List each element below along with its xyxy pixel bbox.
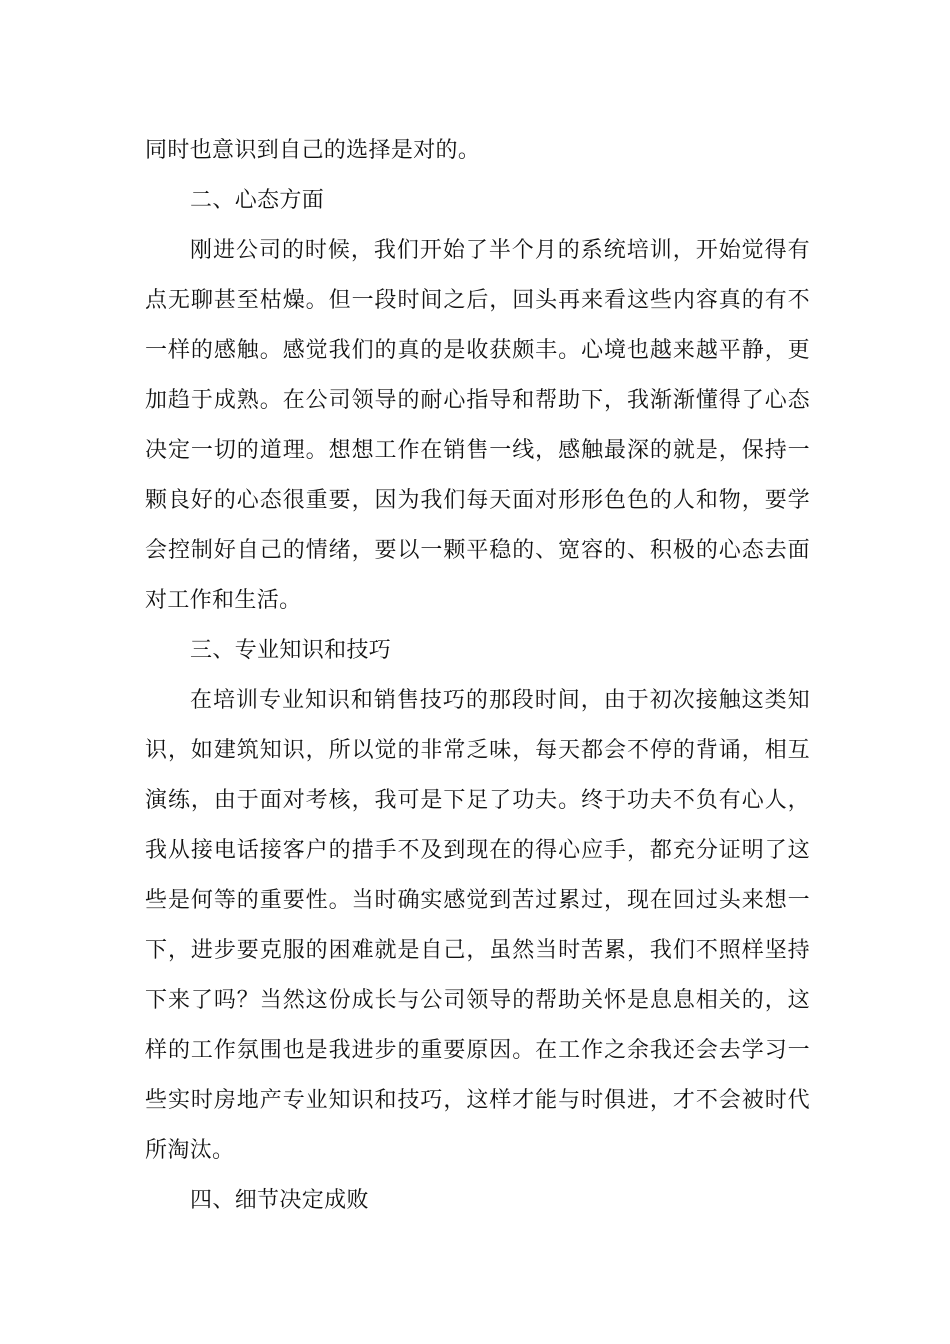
paragraph-line: 下来了吗？当然这份成长与公司领导的帮助关怀是息息相关的，这 [145, 988, 810, 1013]
paragraph-line: 决定一切的道理。想想工作在销售一线，感触最深的就是，保持一 [145, 438, 810, 463]
paragraph-line: 所淘汰。 [145, 1138, 235, 1163]
paragraph-line: 下，进步要克服的困难就是自己，虽然当时苦累，我们不照样坚持 [145, 938, 810, 963]
paragraph-line: 点无聊甚至枯燥。但一段时间之后，回头再来看这些内容真的有不 [145, 288, 810, 313]
paragraph-line: 同时也意识到自己的选择是对的。 [145, 138, 481, 163]
paragraph-line: 一样的感触。感觉我们的真的是收获颇丰。心境也越来越平静，更 [145, 338, 810, 363]
paragraph-line: 识，如建筑知识，所以觉的非常乏味，每天都会不停的背诵，相互 [145, 738, 810, 763]
section-heading-skills: 三、专业知识和技巧 [190, 638, 392, 663]
paragraph-line: 样的工作氛围也是我进步的重要原因。在工作之余我还会去学习一 [145, 1038, 810, 1063]
paragraph-line: 刚进公司的时候，我们开始了半个月的系统培训，开始觉得有 [190, 238, 810, 263]
paragraph-line: 在培训专业知识和销售技巧的那段时间，由于初次接触这类知 [190, 688, 810, 713]
paragraph-line: 加趋于成熟。在公司领导的耐心指导和帮助下，我渐渐懂得了心态 [145, 388, 810, 413]
section-heading-mindset: 二、心态方面 [190, 188, 325, 213]
paragraph-line: 演练，由于面对考核，我可是下足了功夫。终于功夫不负有心人， [145, 788, 810, 813]
paragraph-line: 会控制好自己的情绪，要以一颗平稳的、宽容的、积极的心态去面 [145, 538, 810, 563]
paragraph-line: 些是何等的重要性。当时确实感觉到苦过累过，现在回过头来想一 [145, 888, 810, 913]
paragraph-line: 颗良好的心态很重要，因为我们每天面对形形色色的人和物，要学 [145, 488, 810, 513]
section-heading-details: 四、细节决定成败 [190, 1188, 369, 1213]
paragraph-line: 些实时房地产专业知识和技巧，这样才能与时俱进，才不会被时代 [145, 1088, 810, 1113]
paragraph-line: 对工作和生活。 [145, 588, 302, 613]
paragraph-line: 我从接电话接客户的措手不及到现在的得心应手，都充分证明了这 [145, 838, 810, 863]
